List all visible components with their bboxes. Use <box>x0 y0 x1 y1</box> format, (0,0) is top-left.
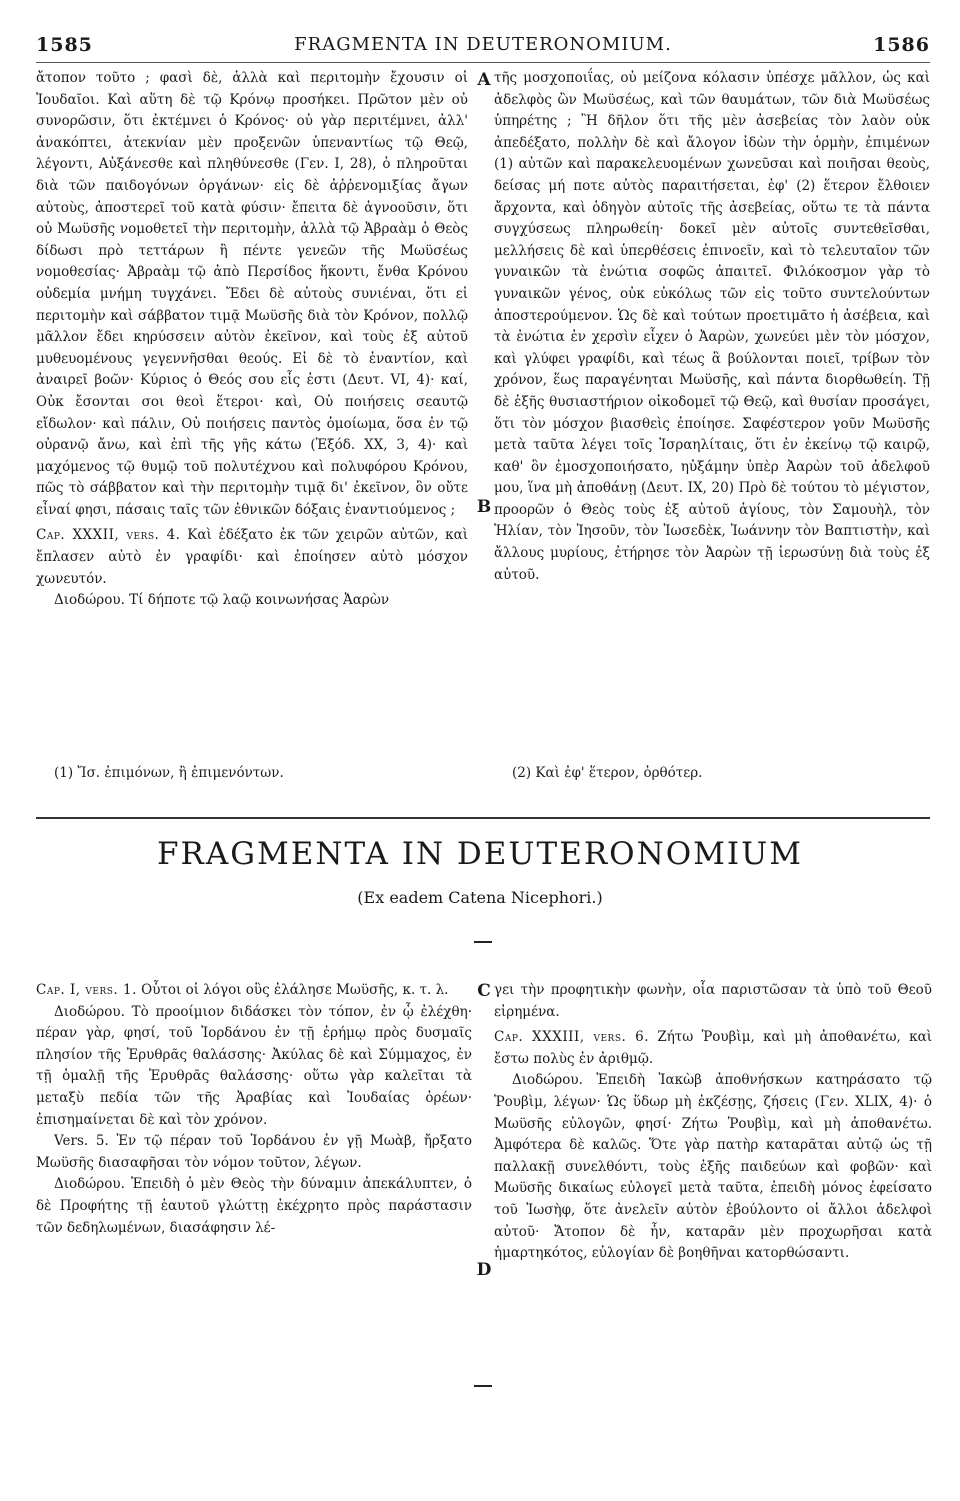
margin-marker-a: A <box>477 70 491 90</box>
footnote-2: (2) Καὶ ἐφ' ἕτερον, ὀρθότερ. <box>512 765 703 781</box>
chapter-verse-paragraph <box>36 980 472 1002</box>
chapter-label: Cap. XXXIII, vers. 6. <box>494 1029 649 1046</box>
running-head <box>36 34 930 60</box>
running-title: FRAGMENTA IN DEUTERONOMIUM. <box>294 34 672 55</box>
paragraph: τῆς μοσχοποιΐας, οὐ μείζονα κόλασιν ὑπέσχε μᾶλλον, ὡς καὶ ἀδελφὸς ὢν Μωϋσέως, καὶ τῶν θαυμάτων, τῶν διὰ Μωϋσέως ὑπηρέτης ; Ἢ δῆλον ὅτι τῆς μὲν ἀσεβείας τὸν λαὸν οὐκ ἀπεδέξατο, πολλὴν δὲ καὶ ἄλογον ἰδὼν τὴν ὁρμὴν, ἐπιμένων (1) αὐτῶν καὶ παρακελευομένων χωνεῦσαι καὶ ποιῆσαι θεοὺς, δείσας μή ποτε αὐτὸς παραιτήσεται, ἐφ' (2) ἕτερον ἔλθοιεν ἄρχοντα, καὶ ὁδηγὸν αὐτοῖς τῆς ἀσεβείας, οὕτω τε τὰ πάντα συγχύσεως πληρωθείη· δοκεῖ μὲν αὐτοῖς συντεθεῖσθαι, μελλήσεις δὲ καὶ ὑπερθέσεις ἐπινοεῖν, καὶ τὸ τελευταῖον τῶν γυναικῶν τὰ ἐνώτια σοφῶς ἀπαιτεῖ. Φιλόκοσμον γὰρ τὸ γυναικῶν γένος, οὐκ εὐκόλως τῶν εἰς τοῦτο συντελούντων ἀποστερούμενον. Ὡς δὲ καὶ τούτων προετιμᾶτο ἡ ἀσέβεια, καὶ τὰ ἐνώτια ἐν χερσὶν εἶχεν ὁ Ἀαρὼν, χωνεύει μὲν τὸν μόσχον, καὶ γλύφει γραφίδι, καὶ τέως ἃ βούλονται ποιεῖ, τρίβων τὸν χρόνον, ἕως παραγένηται Μωϋσῆς, καὶ πάντα διορθωθείη. Τῇ δὲ ἑξῆς θυσιαστήριον οἰκοδομεῖ τῷ Θεῷ, καὶ θυσίαν προσάγει, ὅτι τὸν μόσχον βιασθεὶς ἐποίησε. Σαφέστερον γοῦν Μωϋσῆς μετὰ ταῦτα λέγει τοῖς Ἰσραηλίταις, ὅτι ἐν ἐκείνῳ τῷ καιρῷ, καθ' ὃν ἐμοσχοποιήσατο, ηὐξάμην ὑπὲρ Ἀαρὼν τοῦ ἀδελφοῦ μου, ἵνα μὴ ἀποθάνῃ (Δευτ. IX, 20) Πρὸ δὲ τούτου τὸ μέγιστον, προορῶν ὁ Θεὸς τοὺς ἐξ αὐτοῦ ἁγίους, τὸν Σαμουὴλ, τὸν Ἠλίαν, τὸν Ἰησοῦν, τὸν Ἰωσεδὲκ, Ἰωάννην τὸν Βαπτιστὴν, καὶ ἄλλους μυρίους, ἐτήρησε τὸν Ἀαρὼν τῇ ἱερωσύνῃ διὰ τοὺς ἐξ αὐτοῦ. <box>494 70 930 583</box>
top-left-column <box>36 68 468 612</box>
chapter-verse-paragraph <box>494 1027 932 1070</box>
section-dash <box>474 941 492 943</box>
paragraph: Vers. 5. Ἐν τῷ πέραν τοῦ Ἰορδάνου ἐν γῇ Μωὰβ, ἤρξατο Μωϋσῆς διασαφῆσαι τὸν νόμον τοῦτον, λέγων. <box>36 1133 472 1171</box>
section-title: FRAGMENTA IN DEUTERONOMIUM <box>156 836 803 872</box>
paragraph: Διοδώρου. Τί δήποτε τῷ λαῷ κοινωνήσας Ἀαρὼν <box>54 592 390 609</box>
paragraph: Διοδώρου. Τὸ προοίμιον διδάσκει τὸν τόπον, ἐν ᾧ ἐλέχθη· πέραν γὰρ, φησί, τοῦ Ἰορδάνου ἐν τῇ ἐρήμῳ πρὸς δυσμαῖς πλησίον τῆς Ἐρυθρᾶς θαλάσσης· Ἀκύλας δὲ καὶ Σύμμαχος, ἐν τῇ ὁμαλῇ τῆς Ἐρυθρᾶς θαλάσσης· οὕτω γὰρ καλεῖται τὰ μεταξὺ πεδία τῶν τῆς Ἀραβίας καὶ Ἰουδαίας ὀρέων· ἐπισημαίνεται δὲ καὶ τὸν χρόνον. <box>36 1003 472 1128</box>
margin-marker-d: D <box>476 1260 492 1280</box>
chapter-label: Cap. XXXII, vers. 4. <box>36 527 181 544</box>
paragraph: Διοδώρου. Ἐπειδὴ ὁ μὲν Θεὸς τὴν δύναμιν ἀπεκάλυπτεν, ὁ δὲ Προφήτης τῇ ἑαυτοῦ γλώττῃ ἐκέχρητο πρὸς παράστασιν τῶν δεδηλωμένων, διασάφησιν λέ- <box>36 1176 472 1236</box>
margin-marker-c: C <box>477 981 491 1001</box>
verse-text: Ζήτω Ῥουβὶμ, καὶ μὴ ἀποθανέτω, καὶ ἔστω πολὺς ἐν ἀριθμῷ. <box>494 1029 933 1067</box>
chapter-verse-paragraph <box>36 525 468 590</box>
paragraph: ἄτοπον τοῦτο ; φασὶ δὲ, ἀλλὰ καὶ περιτομὴν ἔχουσιν οἱ Ἰουδαῖοι. Καὶ αὕτη δὲ τῷ Κρόνῳ προσήκει. Πρῶτον μὲν οὐ συνορῶσιν, ὅτι ἐκτέμνει ὁ Κρόνος· οὐ γὰρ περιτέμνει, ἀλλ' ἀνακόπτει, ἀτεκνίαν μὲν προξενῶν ὑπεναντίως τῷ Θεῷ, λέγοντι, Αὐξάνεσθε καὶ πληθύνεσθε (Γεν. I, 28), ὁ πληροῦται διὰ τῶν παιδογόνων ὀργάνων· εἰς δὲ ἀῤῥενομιξίας ἄγων αὐτοὺς, ἀποστερεῖ τοῦ κατὰ φύσιν· ἔπειτα δὲ ἀγνοοῦσιν, ὅτι οὐ Μωϋσῆς νομοθετεῖ τὴν περιτομὴν, ἀλλὰ τῷ Ἀβραὰμ ὁ Θεὸς δίδωσι πρὸ τεττάρων ἢ πέντε γενεῶν τῆς Μωϋσέως νομοθεσίας· Ἀβραὰμ τῷ ἀπὸ Περσίδος ἥκοντι, ἔνθα Κρόνου οὐδεμία μνήμη τυγχάνει. Ἔδει δὲ αὐτοὺς συνιέναι, ὅτι εἰ περιτομὴν καὶ σάββατον τιμᾷ Μωϋσῆς διὰ τὸν Κρόνον, πολλῷ μᾶλλον ἔδει κηρύσσειν αὐτὸν ἐκεῖνον, καὶ τοὺς ἐξ αὐτοῦ μυθευομένους γεγεννῆσθαι θεούς. Εἰ δὲ τὸ ἐναντίον, καὶ ἀναιρεῖ βοῶν· Κύριος ὁ Θεός σου εἷς ἐστι (Δευτ. VI, 4)· καί, Οὐκ ἔσονται σοι θεοὶ ἕτεροι· καὶ, Οὐ ποιήσεις σεαυτῷ εἴδωλον· καὶ πάλιν, Οὐ ποιήσεις παντὸς ὁμοίωμα, ὅσα ἐν τῷ οὐρανῷ ἄνω, καὶ ἐπὶ τῆς γῆς κάτω (Ἐξόδ. XX, 3, 4)· καὶ μαχόμενος τῷ θυμῷ τοῦ πολυτέχνου καὶ πολυφόρου Κρόνου, πῶς τὸ σάββατον καὶ τὴν περιτομὴν τιμᾷ δι' ἐκεῖνον, ὃν οὔτε εἶναί φησι, πάσαις ταῖς τῶν ἐθνικῶν δόξαις ἐναντιούμενος ; <box>36 70 468 518</box>
chapter-label: Cap. I, vers. 1. <box>36 982 137 998</box>
page-number-right: 1586 <box>873 34 930 56</box>
paragraph: γει τὴν προφητικὴν φωνὴν, οἷα παριστῶσαν τὰ ὑπὸ τοῦ Θεοῦ εἰρημένα. <box>494 982 932 1020</box>
bottom-left-column <box>36 980 472 1239</box>
top-right-column <box>494 68 930 586</box>
verse-text: Οὗτοι οἱ λόγοι οὓς ἐλάλησε Μωϋσῆς, κ. τ. λ. <box>136 982 449 998</box>
footnote-1: (1) Ἴσ. ἐπιμόνων, ἢ ἐπιμενόντων. <box>54 765 284 781</box>
verse-text: Καὶ ἐδέξατο ἐκ τῶν χειρῶν αὐτῶν, καὶ ἔπλασεν αὐτὸ ἐν γραφίδι· καὶ ἐποίησεν αὐτὸ μόσχον χωνευτόν. <box>36 527 468 587</box>
section-subtitle: (Ex eadem Catena Nicephori.) <box>357 888 603 907</box>
page-number-left: 1585 <box>36 34 93 56</box>
closing-dash <box>474 1385 492 1387</box>
margin-marker-b: B <box>476 497 492 517</box>
header-rule <box>36 62 930 63</box>
section-rule <box>36 817 930 819</box>
paragraph: Διοδώρου. Ἐπειδὴ Ἰακὼβ ἀποθνήσκων κατηράσατο τῷ Ῥουβὶμ, λέγων· Ὡς ὕδωρ μὴ ἐκζέσῃς, ζήσεις (Γεν. XLIX, 4)· ὁ Μωϋσῆς εὐλογῶν, φησί· Ζήτω Ῥουβὶμ, καὶ μὴ ἀποθανέτω. Ἀμφότερα δὲ καλῶς. Ὅτε γὰρ πατὴρ καταρᾶται αὐτῷ ὡς τῇ παλλακῇ συνελθόντι, τοὺς ἑξῆς παιδεύων καὶ φοβῶν· καὶ Μωϋσῆς δικαίως εὐλογεῖ μετὰ ταῦτα, ἐπειδὴ μόνος ἐφείσατο τοῦ Ἰωσὴφ, ὅτε ἀνελεῖν αὐτὸν ἐβούλοντο οἱ ἄλλοι ἀδελφοὶ αὐτοῦ· Ἄτοπον δὲ ἦν, καταρᾶν μὲν προχωρῆσαι κατὰ ἡμαρτηκότος, εὐλογίαν δὲ βοηθῆναι κατορθώσαντι. <box>494 1072 932 1262</box>
bottom-right-column <box>494 980 932 1265</box>
